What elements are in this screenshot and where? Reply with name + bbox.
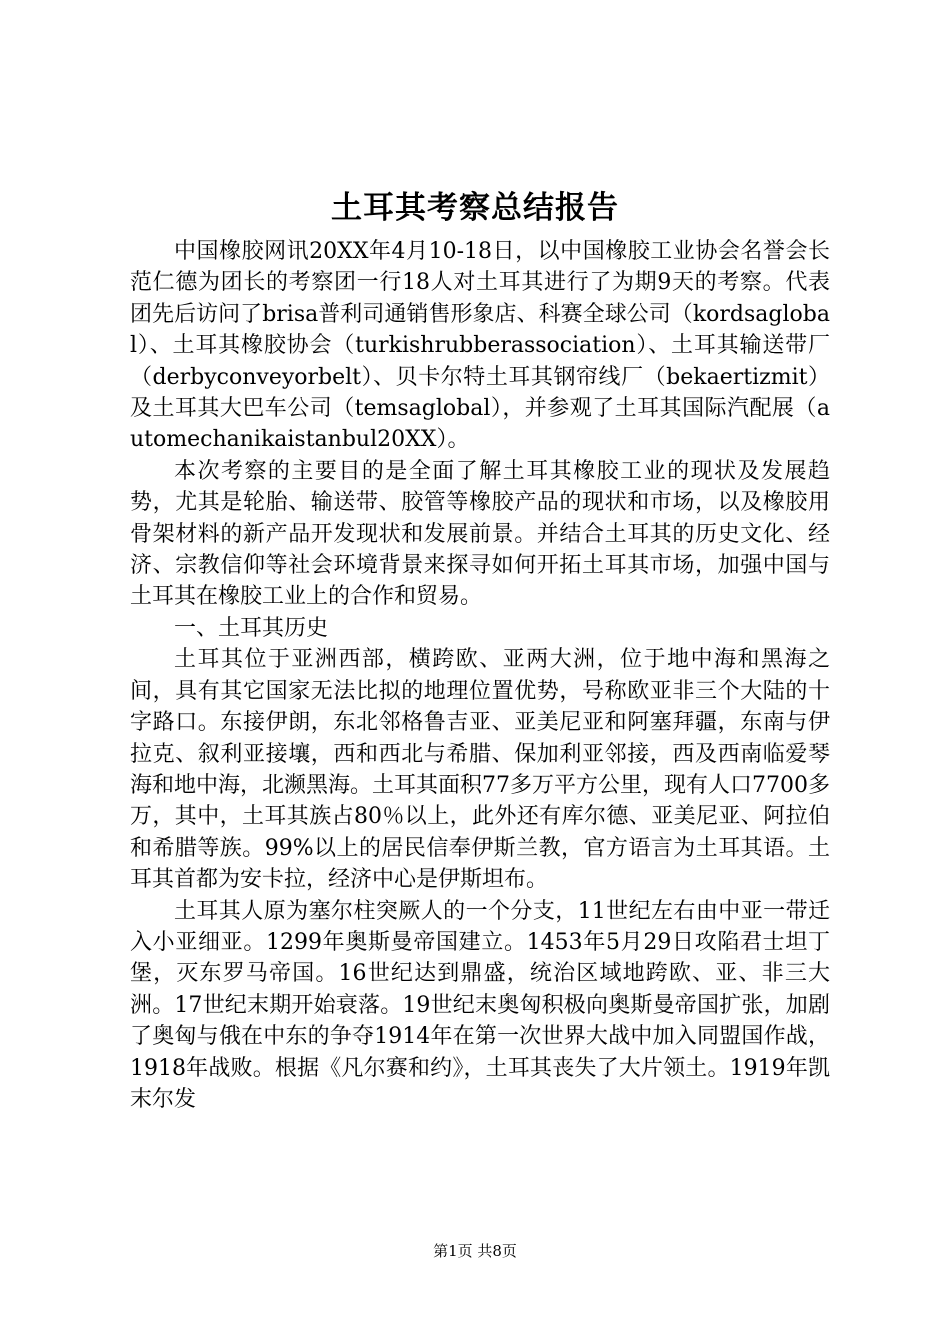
page-title: 土耳其考察总结报告 [331,190,619,226]
document-body [130,236,830,1115]
section-heading-history: 一、土耳其历史 [174,615,329,641]
paragraph-geography: 土耳其位于亚洲西部，横跨欧、亚两大洲，位于地中海和黑海之间，具有其它国家无法比拟的地理位置优势，号称欧亚非三个大陆的十字路口。东接伊朗，东北邻格鲁吉亚、亚美尼亚和阿塞拜疆，东南与伊拉克、叙利亚接壤，西和西北与希腊、保加利亚邻接，西及西南临爱琴海和地中海，北濒黑海。土耳其面积77多万平方公里，现有人口7700多万，其中，土耳其族占80％以上，此外还有库尔德、亚美尼亚、阿拉伯和希腊等族。99%以上的居民信奉伊斯兰教，官方语言为土耳其语。土耳其首都为安卡拉，经济中心是伊斯坦布。 [130,647,830,893]
page-footer: 第1页 共8页 [433,1242,517,1260]
paragraph-history: 土耳其人原为塞尔柱突厥人的一个分支，11世纪左右由中亚一带迁入小亚细亚。1299年奥斯曼帝国建立。1453年5月29日攻陷君士坦丁堡，灭东罗马帝国。16世纪达到鼎盛，统治区域地跨欧、亚、非三大洲。17世纪末期开始衰落。19世纪末奥匈积极向奥斯曼帝国扩张，加剧了奥匈与俄在中东的争夺1914年在第一次世界大战中加入同盟国作战，1918年战败。根据《凡尔赛和约》，土耳其丧失了大片领土。1919年凯末尔发 [130,898,830,1112]
paragraph-intro: 中国橡胶网讯20XX年4月10-18日，以中国橡胶工业协会名誉会长范仁德为团长的考察团一行18人对土耳其进行了为期9天的考察。代表团先后访问了brisa普利司通销售形象店、科赛全球公司（kordsaglobal）、土耳其橡胶协会（turkishrubberassociation）、土耳其输送带厂（derbyconveyorbelt）、贝卡尔特土耳其钢帘线厂（bekaertizmit）及土耳其大巴车公司（temsaglobal），并参观了土耳其国际汽配展（automechanikaistanbul20XX）。 [130,239,830,453]
paragraph-purpose: 本次考察的主要目的是全面了解土耳其橡胶工业的现状及发展趋势，尤其是轮胎、输送带、胶管等橡胶产品的现状和市场，以及橡胶用骨架材料的新产品开发现状和发展前景。并结合土耳其的历史文化、经济、宗教信仰等社会环境背景来探寻如何开拓土耳其市场，加强中国与土耳其在橡胶工业上的合作和贸易。 [130,458,830,610]
